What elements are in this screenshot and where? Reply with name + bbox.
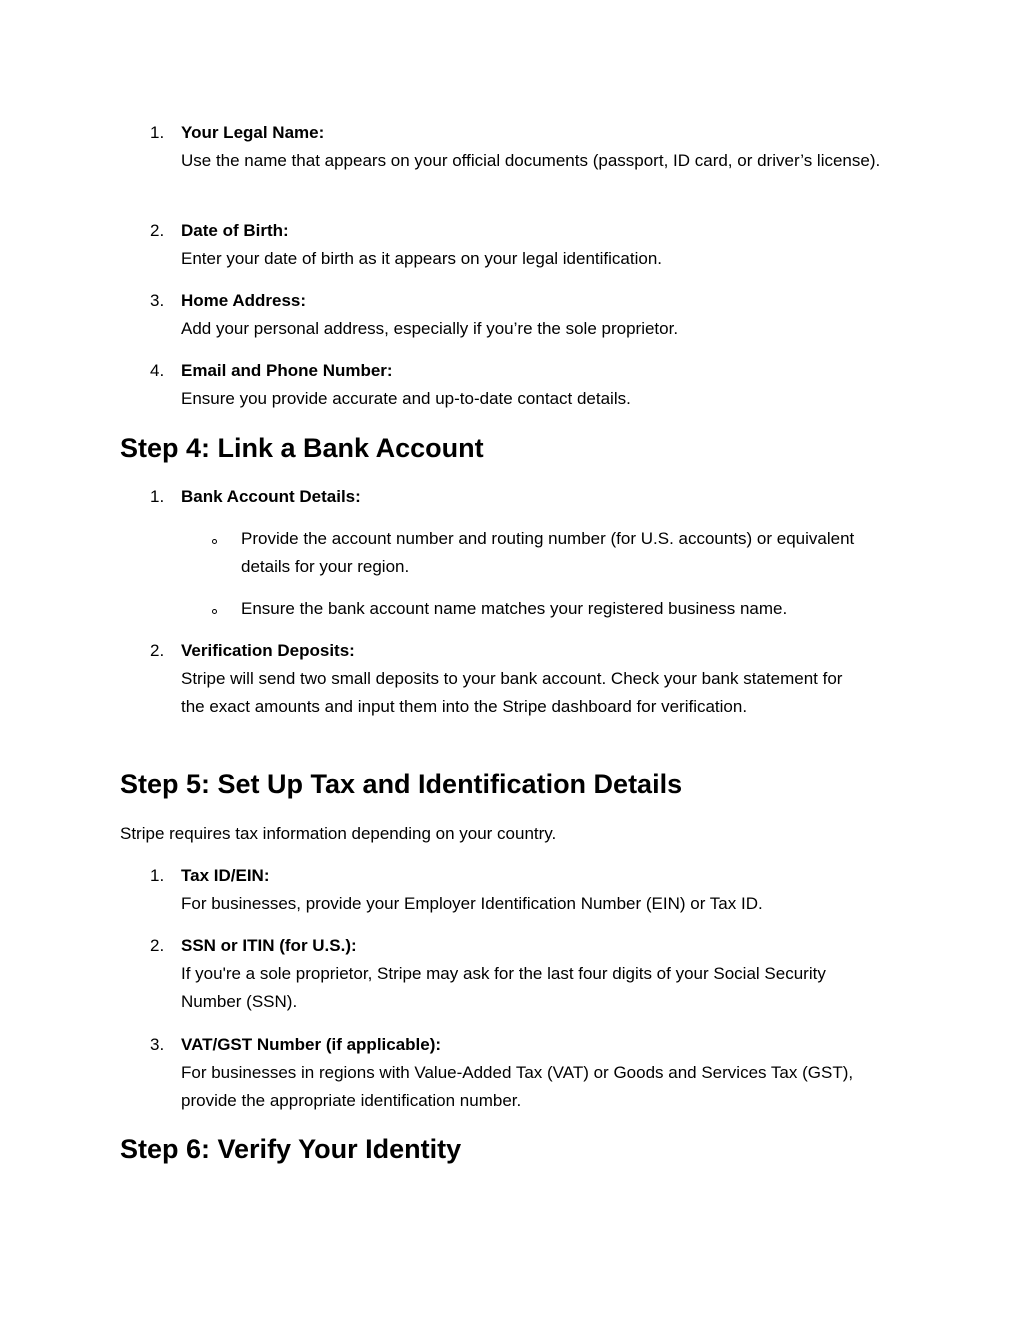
- list-number: 2.: [150, 936, 165, 955]
- section-intro: Stripe requires tax information depending on your country.: [120, 824, 557, 843]
- circle-bullet-icon: [212, 609, 217, 614]
- list-number: 1.: [150, 487, 165, 506]
- item-label: Email and Phone Number:: [181, 361, 393, 380]
- bullet-text: Provide the account number and routing number (for U.S. accounts) or equivalent details for your region.: [241, 529, 855, 576]
- item-label: Your Legal Name:: [181, 123, 325, 142]
- item-label: Verification Deposits:: [181, 641, 355, 660]
- item-label: Bank Account Details:: [181, 487, 361, 506]
- item-text: Enter your date of birth as it appears on your legal identification.: [181, 249, 663, 268]
- list-number: 4.: [150, 361, 165, 380]
- section-heading: Step 6: Verify Your Identity: [120, 1134, 462, 1164]
- item-text: For businesses, provide your Employer Identification Number (EIN) or Tax ID.: [181, 894, 763, 913]
- section-heading: Step 5: Set Up Tax and Identification Details: [120, 769, 683, 799]
- list-number: 1.: [150, 866, 165, 885]
- item-label: Tax ID/EIN:: [181, 866, 270, 885]
- bullet-text: Ensure the bank account name matches your registered business name.: [241, 599, 788, 618]
- list-number: 2.: [150, 641, 165, 660]
- item-text: Ensure you provide accurate and up-to-date contact details.: [181, 389, 631, 408]
- list-number: 1.: [150, 123, 165, 142]
- item-label: Home Address:: [181, 291, 307, 310]
- item-text: Add your personal address, especially if you’re the sole proprietor.: [181, 319, 679, 338]
- item-label: SSN or ITIN (for U.S.):: [181, 936, 357, 955]
- list-number: 2.: [150, 221, 165, 240]
- item-text: For businesses in regions with Value-Added Tax (VAT) or Goods and Services Tax (GST), provide the appropriate identification number.: [181, 1063, 854, 1110]
- item-text: If you're a sole proprietor, Stripe may ask for the last four digits of your Social Security Number (SSN).: [181, 964, 826, 1011]
- list-number: 3.: [150, 291, 165, 310]
- item-label: Date of Birth:: [181, 221, 289, 240]
- item-text: Use the name that appears on your official documents (passport, ID card, or driver’s license).: [181, 151, 881, 170]
- item-label: VAT/GST Number (if applicable):: [181, 1035, 442, 1054]
- list-number: 3.: [150, 1035, 165, 1054]
- item-text: Stripe will send two small deposits to your bank account. Check your bank statement for the exact amounts and input them into the Stripe dashboard for verification.: [181, 669, 843, 716]
- section-heading: Step 4: Link a Bank Account: [120, 433, 484, 463]
- circle-bullet-icon: [212, 539, 217, 544]
